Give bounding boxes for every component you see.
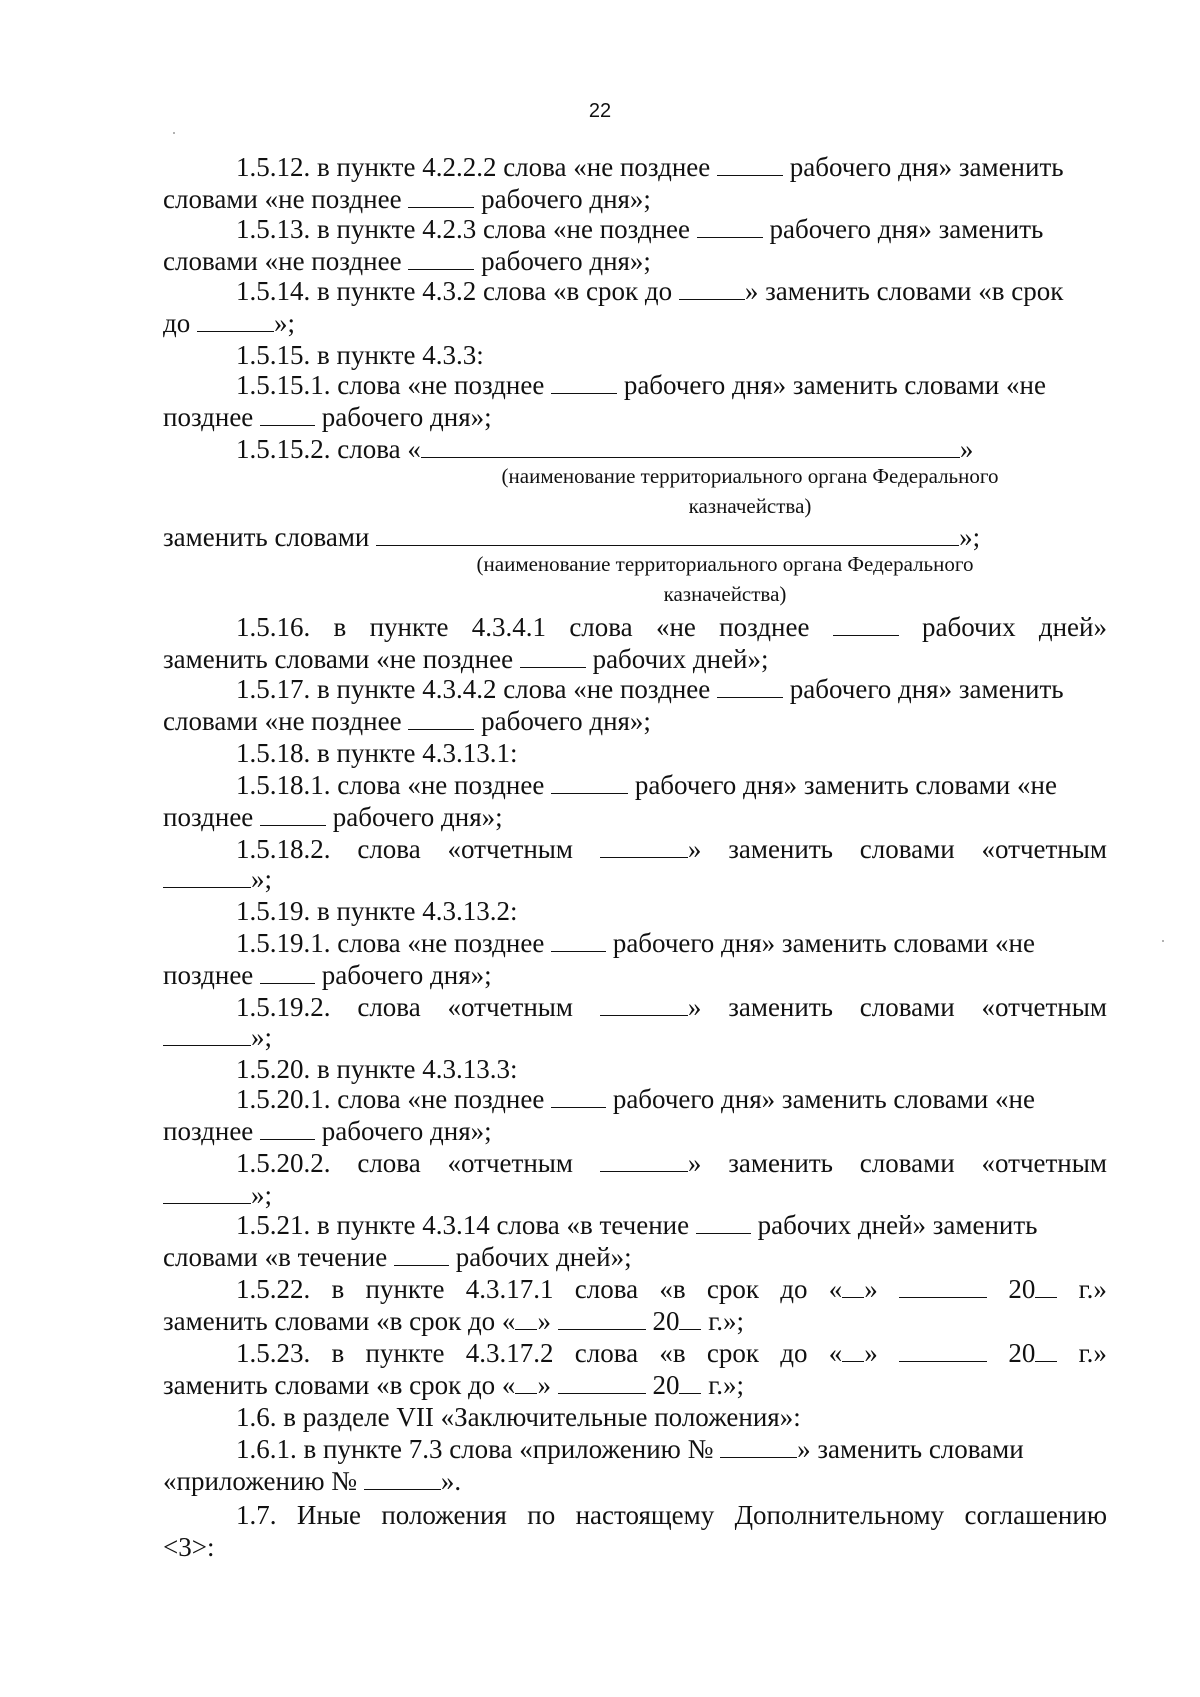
- blank-field: [720, 1433, 797, 1458]
- blank-field: [408, 705, 474, 730]
- paragraph-line: «приложению № ».: [163, 1466, 462, 1496]
- word: «в: [659, 1274, 686, 1304]
- word: «отчетным: [447, 992, 574, 1022]
- word: 1.5.22.: [236, 1274, 311, 1304]
- word: «отчетным: [981, 992, 1107, 1022]
- word: слова: [574, 1338, 639, 1368]
- blank-field: [260, 959, 315, 984]
- word: »: [600, 1146, 702, 1180]
- word: пункте: [365, 1338, 445, 1368]
- word: « »: [828, 1274, 878, 1304]
- word: срок: [706, 1274, 759, 1304]
- paragraph-first-line: 1.5.21. в пункте 4.3.14 слова «в течение рабочих дней» заменить: [236, 1210, 1038, 1240]
- word: 1.5.18.2.: [236, 834, 331, 864]
- word: 1.7.: [236, 1500, 277, 1530]
- word: »: [600, 990, 702, 1024]
- blank-field: [551, 769, 628, 794]
- word: слова: [357, 992, 421, 1022]
- word: в: [333, 612, 347, 642]
- paragraph-line: позднее рабочего дня»;: [163, 960, 492, 990]
- scan-speck: [173, 132, 175, 134]
- blank-field: [558, 1369, 646, 1394]
- blank-field: [163, 1021, 251, 1046]
- field-caption: казначейства): [663, 582, 787, 606]
- word: »: [600, 832, 702, 866]
- paragraph-first-line: [236, 832, 1107, 866]
- word: 1.5.16.: [236, 612, 311, 642]
- page-number: 22: [588, 100, 612, 122]
- blank-field: [163, 1179, 251, 1204]
- paragraph-first-line: [236, 1336, 1107, 1370]
- word: словами: [859, 992, 955, 1022]
- paragraph-first-line: 1.5.13. в пункте 4.2.3 слова «не позднее рабочего дня» заменить: [236, 214, 1044, 244]
- paragraph-line: словами «в течение рабочих дней»;: [163, 1242, 632, 1272]
- blank-field: [260, 1115, 315, 1140]
- blank-field: [1035, 1337, 1057, 1362]
- blank-field: [600, 1147, 688, 1172]
- word: до: [780, 1338, 808, 1368]
- word: слова: [569, 612, 633, 642]
- word: 4.3.4.1: [471, 612, 547, 642]
- blank-field: [679, 275, 745, 300]
- word: слова: [357, 1148, 421, 1178]
- word: Иные: [296, 1500, 361, 1530]
- paragraph-line: заменить словами «не позднее рабочих дней»;: [163, 644, 769, 674]
- word: слова: [357, 834, 421, 864]
- word: словами: [859, 834, 955, 864]
- paragraph-line: позднее рабочего дня»;: [163, 402, 492, 432]
- field-caption: (наименование территориального органа Федерального: [476, 552, 974, 576]
- paragraph-line: заменить словами »;: [163, 522, 981, 552]
- paragraph-first-line: 1.5.20. в пункте 4.3.13.3:: [236, 1054, 518, 1084]
- word: г.»: [1078, 1274, 1107, 1304]
- paragraph-first-line: [236, 1146, 1107, 1180]
- scan-speck: [1162, 940, 1164, 942]
- paragraph-first-line: 1.5.19.1. слова «не позднее рабочего дня» заменить словами «не: [236, 928, 1035, 958]
- paragraph-line: словами «не позднее рабочего дня»;: [163, 246, 651, 276]
- field-caption: казначейства): [688, 494, 812, 518]
- paragraph-first-line: [236, 1272, 1107, 1306]
- paragraph-first-line: 1.5.18.1. слова «не позднее рабочего дня» заменить словами «не: [236, 770, 1057, 800]
- word: в: [331, 1338, 345, 1368]
- paragraph-first-line: 1.5.20.1. слова «не позднее рабочего дня» заменить словами «не: [236, 1084, 1035, 1114]
- blank-field: [394, 1241, 449, 1266]
- paragraph-line: »;: [163, 1020, 1107, 1054]
- blank-field: [260, 401, 315, 426]
- blank-field: [551, 1083, 606, 1108]
- paragraph-line: заменить словами «в срок до « » 20 г.»;: [163, 1306, 744, 1336]
- paragraph-line: словами «не позднее рабочего дня»;: [163, 706, 651, 736]
- word: заменить: [728, 992, 833, 1022]
- paragraph-line: заменить словами «в срок до « » 20 г.»;: [163, 1370, 744, 1400]
- paragraph-line: позднее рабочего дня»;: [163, 1116, 492, 1146]
- word: 20: [1008, 1336, 1057, 1370]
- blank-field: [515, 1305, 537, 1330]
- paragraph-first-line: [236, 1498, 1107, 1532]
- paragraph-first-line: 1.5.18. в пункте 4.3.13.1:: [236, 738, 518, 768]
- word: г.»: [1078, 1338, 1107, 1368]
- paragraph-first-line: [236, 990, 1107, 1024]
- word: «отчетным: [447, 834, 574, 864]
- word: « »: [828, 1338, 878, 1368]
- word: «отчетным: [447, 1148, 574, 1178]
- word: в: [331, 1274, 345, 1304]
- word: по: [527, 1500, 556, 1530]
- word: до: [780, 1274, 808, 1304]
- blank-field: [376, 521, 959, 546]
- word: 1.5.20.2.: [236, 1148, 331, 1178]
- blank-field: [558, 1305, 646, 1330]
- word: пункте: [365, 1274, 445, 1304]
- blank-field: [842, 1337, 864, 1362]
- word: положения: [381, 1500, 507, 1530]
- word: 4.3.17.1: [465, 1274, 554, 1304]
- blank-field: [842, 1273, 864, 1298]
- blank-field: [163, 863, 251, 888]
- paragraph-first-line: 1.5.19. в пункте 4.3.13.2:: [236, 896, 518, 926]
- word: Дополнительному: [734, 1500, 945, 1530]
- word: словами: [859, 1148, 955, 1178]
- blank-field: [515, 1369, 537, 1394]
- word: заменить: [728, 834, 833, 864]
- paragraph-line: до »;: [163, 308, 296, 338]
- word: соглашению: [964, 1500, 1107, 1530]
- word: срок: [706, 1338, 759, 1368]
- blank-field: [696, 1209, 751, 1234]
- blank-field: [364, 1465, 441, 1490]
- word: «не: [655, 612, 696, 642]
- blank-field: [717, 673, 783, 698]
- word: «отчетным: [981, 834, 1107, 864]
- word: заменить: [728, 1148, 833, 1178]
- blank-field: [679, 1305, 701, 1330]
- paragraph-first-line: 1.6.1. в пункте 7.3 слова «приложению № » заменить словами: [236, 1434, 1024, 1464]
- paragraph-first-line: [236, 610, 1107, 644]
- blank-field: [421, 433, 960, 458]
- paragraph-first-line: 1.5.14. в пункте 4.3.2 слова «в срок до » заменить словами «в срок: [236, 276, 1064, 306]
- word: 1.5.23.: [236, 1338, 311, 1368]
- paragraph-first-line: 1.5.12. в пункте 4.2.2.2 слова «не позднее рабочего дня» заменить: [236, 152, 1064, 182]
- word: позднее: [719, 612, 810, 642]
- word: [833, 610, 899, 644]
- blank-field: [697, 213, 763, 238]
- blank-field: [260, 801, 326, 826]
- word: 1.5.19.2.: [236, 992, 331, 1022]
- paragraph-line: »;: [163, 862, 1107, 896]
- word: «отчетным: [981, 1148, 1107, 1178]
- blank-field: [899, 1273, 987, 1298]
- paragraph-first-line: 1.5.15.2. слова « »: [236, 434, 974, 464]
- paragraph-line: словами «не позднее рабочего дня»;: [163, 184, 651, 214]
- paragraph-line: <3>:: [163, 1532, 215, 1562]
- word: дней»: [1038, 612, 1107, 642]
- field-caption: (наименование территориального органа Федерального: [501, 464, 999, 488]
- paragraph-first-line: 1.6. в разделе VII «Заключительные положения»:: [236, 1402, 801, 1432]
- blank-field: [679, 1369, 701, 1394]
- blank-field: [408, 245, 474, 270]
- word: рабочих: [922, 612, 1016, 642]
- blank-field: [1035, 1273, 1057, 1298]
- word: 20: [1008, 1272, 1057, 1306]
- paragraph-first-line: 1.5.17. в пункте 4.3.4.2 слова «не позднее рабочего дня» заменить: [236, 674, 1064, 704]
- blank-field: [899, 1337, 987, 1362]
- paragraph-line: »;: [163, 1178, 1107, 1212]
- word: [899, 1336, 987, 1370]
- blank-field: [717, 151, 783, 176]
- word: 4.3.17.2: [465, 1338, 554, 1368]
- word: [899, 1272, 987, 1306]
- blank-field: [600, 833, 688, 858]
- paragraph-first-line: 1.5.15. в пункте 4.3.3:: [236, 340, 484, 370]
- blank-field: [833, 611, 899, 636]
- word: настоящему: [575, 1500, 715, 1530]
- blank-field: [600, 991, 688, 1016]
- blank-field: [408, 183, 474, 208]
- blank-field: [551, 927, 606, 952]
- blank-field: [551, 369, 617, 394]
- blank-field: [520, 643, 586, 668]
- word: слова: [574, 1274, 639, 1304]
- paragraph-line: позднее рабочего дня»;: [163, 802, 503, 832]
- word: пункте: [369, 612, 449, 642]
- blank-field: [197, 307, 274, 332]
- word: «в: [659, 1338, 686, 1368]
- paragraph-first-line: 1.5.15.1. слова «не позднее рабочего дня» заменить словами «не: [236, 370, 1046, 400]
